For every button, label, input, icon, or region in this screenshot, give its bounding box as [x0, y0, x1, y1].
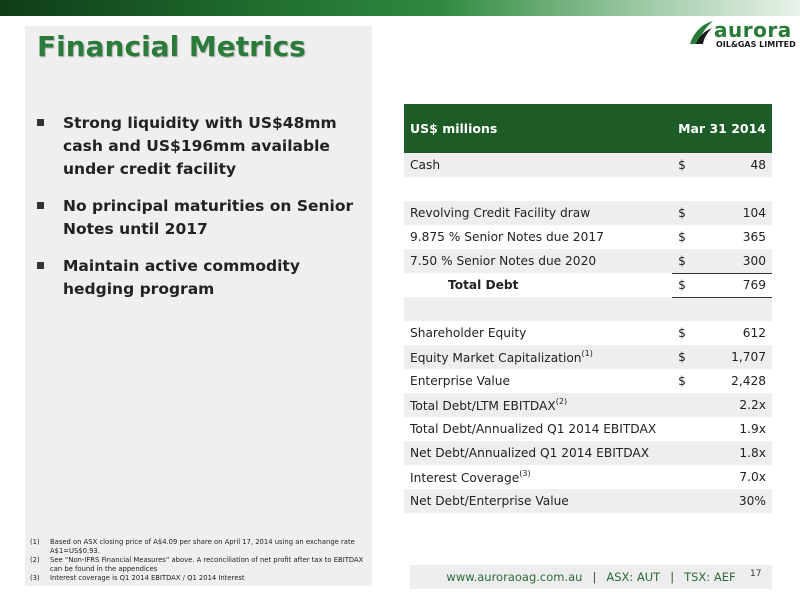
row-label-cell	[404, 417, 672, 441]
row-value-cell	[672, 345, 772, 369]
table-row	[404, 465, 772, 489]
footnote	[30, 574, 370, 583]
row-label: Enterprise Value	[410, 374, 511, 388]
bullet-item	[37, 255, 369, 301]
page-title: Financial Metrics	[37, 30, 306, 63]
table-row	[404, 297, 772, 321]
row-label: Cash	[410, 158, 441, 172]
row-value-cell	[672, 441, 772, 465]
table-header-row	[404, 104, 772, 153]
square-bullet-icon	[37, 119, 44, 126]
bullet-item	[37, 195, 369, 241]
value-wrapper	[678, 206, 766, 220]
row-value-cell	[672, 153, 772, 177]
logo-subtitle: OIL&GAS LIMITED	[716, 40, 796, 49]
footer-bar	[410, 565, 772, 589]
row-value: 104	[742, 206, 766, 220]
logo-swoosh-icon	[686, 18, 716, 48]
row-value: 1.9x	[739, 422, 766, 436]
row-value: 2,428	[731, 374, 766, 388]
row-value-cell	[672, 177, 772, 201]
table-row	[404, 393, 772, 417]
row-label-cell	[404, 201, 672, 225]
footnote-number: (2)	[30, 556, 40, 564]
currency-symbol: $	[678, 253, 686, 268]
row-value-cell	[672, 489, 772, 513]
row-value: 1,707	[731, 350, 766, 364]
asx-ticker: ASX: AUT	[606, 570, 661, 584]
row-label-cell	[404, 369, 672, 393]
footnotes	[30, 538, 370, 583]
logo-wordmark: aurora	[714, 18, 792, 42]
currency-symbol: $	[678, 278, 686, 292]
currency-symbol: $	[678, 326, 686, 340]
currency-symbol: $	[678, 350, 686, 364]
row-value: 1.8x	[739, 446, 766, 460]
footnote-text: Based on ASX closing price of A$4.09 per share on April 17, 2014 using an exchange rate A$1=US$0.93.	[50, 538, 355, 555]
footnote-text: See “Non-IFRS Financial Measures” above. A reconciliation of net profit after tax to EBITDAX can be found in the appendices	[50, 556, 364, 573]
table-row	[404, 441, 772, 465]
value-wrapper	[678, 422, 766, 436]
row-value-cell	[672, 369, 772, 393]
value-wrapper	[678, 254, 766, 268]
row-value-cell	[672, 201, 772, 225]
value-wrapper	[678, 326, 766, 340]
footer-separator: |	[592, 570, 597, 584]
table-row	[404, 225, 772, 249]
value-wrapper	[678, 494, 766, 508]
footnote-text: Interest coverage is Q1 2014 EBITDAX / Q1 2014 Interest	[50, 574, 245, 582]
row-value: 300	[742, 253, 766, 268]
value-wrapper	[678, 374, 766, 388]
row-label-cell	[404, 177, 672, 201]
row-value: 365	[742, 230, 766, 244]
table-row	[404, 249, 772, 273]
table-row	[404, 153, 772, 177]
row-label-cell	[404, 489, 672, 513]
table-row	[404, 177, 772, 201]
bullet-text: Strong liquidity with US$48mm cash and US$196mm available under credit facility	[63, 114, 337, 178]
row-label: 7.50 % Senior Notes due 2020	[410, 254, 597, 268]
footnote	[30, 538, 370, 556]
row-label-cell	[404, 441, 672, 465]
footnote-number: (1)	[30, 538, 40, 546]
table-row	[404, 321, 772, 345]
row-label: Total Debt	[448, 278, 519, 292]
row-label-cell	[404, 393, 672, 417]
value-wrapper	[678, 230, 766, 244]
bullet-list	[37, 112, 369, 315]
bullet-text: Maintain active commodity hedging program	[63, 257, 300, 298]
row-value: 48	[750, 158, 766, 172]
value-wrapper	[678, 398, 766, 412]
value-wrapper	[678, 350, 766, 364]
website-link[interactable]: www.auroraoag.com.au	[446, 570, 583, 584]
footer-separator: |	[670, 570, 675, 584]
tsx-ticker: TSX: AEF	[684, 570, 736, 584]
row-label: Total Debt/Annualized Q1 2014 EBITDAX	[410, 422, 657, 436]
row-value: 769	[742, 278, 766, 292]
company-logo	[686, 18, 796, 52]
footnote	[30, 556, 370, 574]
row-value-cell	[672, 417, 772, 441]
currency-symbol: $	[678, 230, 686, 244]
row-label: Revolving Credit Facility draw	[410, 206, 591, 220]
row-label-cell	[404, 345, 672, 369]
row-label: Shareholder Equity	[410, 326, 527, 340]
row-label: Total Debt/LTM EBITDAX	[410, 399, 556, 413]
currency-symbol: $	[678, 206, 686, 220]
row-value: 30%	[738, 494, 766, 508]
row-label-cell	[404, 249, 672, 273]
value-wrapper	[678, 278, 766, 292]
row-label-cell	[404, 153, 672, 177]
row-label: 9.875 % Senior Notes due 2017	[410, 230, 604, 244]
table-row	[404, 417, 772, 441]
row-label-cell	[404, 297, 672, 321]
currency-symbol: $	[678, 158, 686, 172]
footnote-reference: (2)	[555, 397, 568, 406]
row-label-cell	[404, 321, 672, 345]
row-label: Net Debt/Enterprise Value	[410, 494, 569, 508]
page-number: 17	[750, 569, 762, 579]
row-label-cell	[404, 273, 672, 297]
top-gradient-bar	[0, 0, 800, 16]
row-label: Equity Market Capitalization	[410, 351, 582, 365]
bullet-text: No principal maturities on Senior Notes until 2017	[63, 197, 354, 238]
row-value: 612	[742, 326, 766, 340]
bullet-item	[37, 112, 369, 181]
footnote-number: (3)	[30, 574, 40, 582]
table-row	[404, 489, 772, 513]
table-row	[404, 369, 772, 393]
footnote-reference: (1)	[581, 349, 593, 358]
table-row	[404, 201, 772, 225]
row-value-cell	[672, 273, 772, 297]
currency-symbol: $	[678, 374, 686, 388]
footnote-reference: (3)	[519, 469, 531, 478]
value-wrapper	[678, 158, 766, 172]
row-value-cell	[672, 321, 772, 345]
row-value: 2.2x	[739, 398, 766, 412]
row-value-cell	[672, 465, 772, 489]
value-wrapper	[678, 470, 766, 484]
table-row	[404, 345, 772, 369]
row-label-cell	[404, 465, 672, 489]
square-bullet-icon	[37, 262, 44, 269]
value-wrapper	[678, 446, 766, 460]
header-date: Mar 31 2014	[672, 104, 772, 153]
row-value-cell	[672, 249, 772, 273]
row-value: 7.0x	[739, 470, 766, 484]
square-bullet-icon	[37, 202, 44, 209]
financial-metrics-table	[404, 104, 772, 513]
row-value-cell	[672, 393, 772, 417]
row-label-cell	[404, 225, 672, 249]
table-row	[404, 273, 772, 297]
row-value-cell	[672, 225, 772, 249]
row-value-cell	[672, 297, 772, 321]
row-label: Interest Coverage	[410, 471, 520, 485]
header-label: US$ millions	[404, 104, 672, 153]
row-label: Net Debt/Annualized Q1 2014 EBITDAX	[410, 446, 650, 460]
table-body	[404, 153, 772, 513]
